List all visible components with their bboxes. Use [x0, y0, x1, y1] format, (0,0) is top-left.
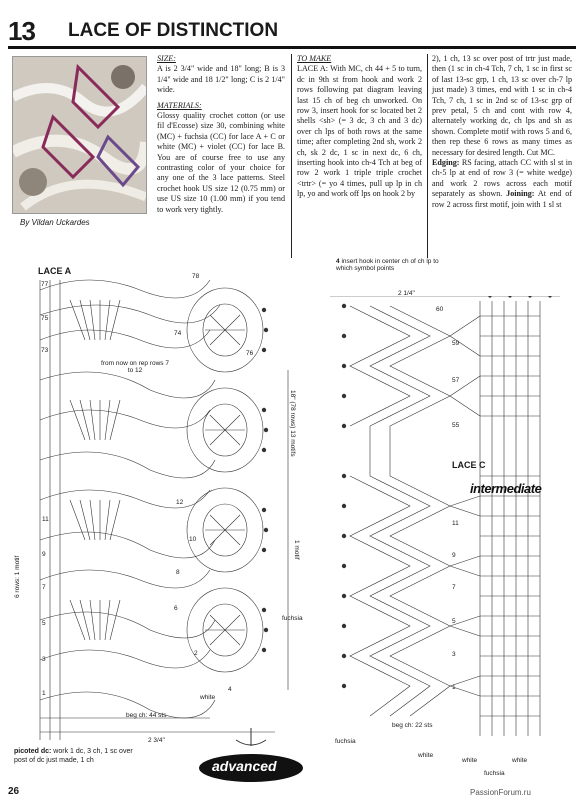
to-make-text: LACE A: With MC, ch 44 + 5 to turn, dc in 9th st from hook and work 2 rows following pat diagram leaving last 15 ch of beg ch unworked. On row 3, insert hook for sc located bet 2 shells <sh> (= 3 dc, 3 ch and 3 dc) over ch lps of both rows at the same time; after completing 2nd sh, work 2 ch, sk 2 dc, 1 sc in next dc, 6 ch, inserting hook into ch-4 Tch at beg of row 2 work 1 triple triple crochet <trtr> (= yo 4 times, pull up lp in ch lp, yo and work off lps on hook 2 by: [297, 64, 422, 199]
legend-text: work 1 dc, 3 ch, 1 sc over post of dc just made, 1 ch: [14, 748, 133, 764]
length-note: 18" (78 rows) 13 motifs: [289, 390, 296, 457]
row-number: 6: [174, 605, 178, 612]
four-symbol: 4: [336, 258, 340, 265]
row-number: 76: [246, 350, 254, 357]
lace-a-label: LACE A: [38, 266, 72, 276]
row-number: 3: [452, 651, 456, 658]
row-number: 11: [452, 520, 459, 527]
instructions-text: 2), 1 ch, 13 sc over post of trtr just made, then (1 sc in ch-4 Tch, 7 ch, 1 sc in first sc of last 13-sc grp, 1 ch, 13 sc over ch-7 lp just made) 3 times, end with 1 sc in ch-4 Tch, 7 ch, 1 sc in 2nd sc of 13-sc grp of prev petal, 5 ch and cont with row 4, alternately working dc, ch lps and sh as shown. Complete motif with rows 5 and 6, then rep these 6 rows as many times as necessary for desired length. Cut MC.: [432, 54, 572, 157]
advanced-badge-art: [196, 728, 306, 786]
lace-a-diagram: [10, 270, 300, 750]
repeat-note: from now on rep rows 7 to 12: [101, 360, 169, 374]
header-rule: [8, 46, 576, 49]
white-label: white: [200, 694, 216, 701]
row-number: 7: [42, 584, 46, 591]
row-number: 2: [194, 650, 198, 657]
lace-photo-art: [13, 57, 146, 213]
row-number: 12: [176, 499, 184, 506]
beg-ch-a: beg ch: 44 sts: [126, 712, 167, 719]
white-label-c: white: [418, 752, 434, 759]
beg-ch-c: beg ch: 22 sts: [392, 722, 433, 729]
row-number: 55: [452, 422, 460, 429]
edging-text: RS facing, attach CC with sl st in ch-5 lp at end of row 3 (= white wedge) and work 2 rows across each motif separately as shown.: [432, 158, 572, 199]
fuchsia-label-c2: fuchsia: [484, 770, 505, 777]
row-number: 3: [42, 656, 46, 663]
size-heading: SIZE:: [157, 54, 176, 63]
page-number: 26: [8, 786, 20, 797]
row-number: 5: [42, 620, 46, 627]
joining-text: At end of row 2 across first motif, join with 1 sl st: [432, 189, 572, 209]
row-number: 1: [42, 690, 46, 697]
column-size-materials: [157, 54, 285, 215]
legend-label: picoted dc:: [14, 748, 52, 755]
white-label-c2: white: [462, 757, 478, 764]
edging-label: Edging:: [432, 158, 460, 168]
column-to-make: [297, 54, 422, 200]
row-number: 77: [41, 281, 49, 288]
column-instructions: [432, 54, 572, 210]
materials-heading: MATERIALS:: [157, 100, 202, 110]
pattern-number: 13: [8, 16, 35, 46]
page-title: LACE OF DISTINCTION: [68, 20, 279, 41]
fuchsia-label-c: fuchsia: [335, 738, 356, 745]
column-divider: [291, 54, 292, 258]
lace-c-label: LACE C: [452, 460, 486, 470]
lace-photo: [12, 56, 147, 214]
site-watermark: PassionForum.ru: [470, 788, 531, 797]
row-number: 8: [176, 569, 180, 576]
row-number: 73: [41, 347, 49, 354]
advanced-badge: advanced: [212, 758, 277, 774]
insert-note: [336, 258, 446, 272]
column-divider: [427, 54, 428, 258]
row-number: 9: [42, 551, 46, 558]
fuchsia-label: fuchsia: [282, 615, 303, 622]
row-number: 74: [174, 330, 182, 337]
row-number: 78: [192, 273, 200, 280]
white-label-c3: white: [512, 757, 528, 764]
row-number: 60: [436, 306, 444, 313]
row-number: 11: [42, 516, 49, 523]
photo-credit: By Vildan Uckardes: [20, 218, 90, 227]
picoted-dc-legend: [14, 748, 134, 765]
insert-note-text: insert hook in center ch of ch lp to which symbol points: [336, 258, 439, 272]
to-make-heading: TO MAKE: [297, 54, 332, 63]
joining-label: Joining:: [506, 189, 535, 199]
one-motif-note: 1 motif: [293, 540, 300, 560]
row-number: 4: [228, 686, 232, 693]
row-number: 5: [452, 618, 456, 625]
row-number: 59: [452, 340, 460, 347]
row-number: 7: [452, 584, 456, 591]
row-number: 75: [41, 315, 49, 322]
size-text: A is 2 3/4" wide and 18" long; B is 3 1/4" wide and 18 1/2" long; C is 2 1/4" wide.: [157, 64, 285, 95]
row-number: 9: [452, 552, 456, 559]
row-number: 1: [452, 684, 456, 691]
materials-text: Glossy quality crochet cotton (or use fil d'Ecosse) size 30, combining white (MC) + fuchsia (CC) for lace A + C or white (MC) + violet (CC) for lace B. You are of course free to use any contrasting color of your choice for any one of the 3 lace patterns. Steel crochet hook US size 12 (0.75 mm) or use US size 10 (1.00 mm) if you tend to work very tightly.: [157, 111, 285, 214]
six-rows-note: 6 rows: 1 motif: [14, 555, 21, 598]
width-c-top: 2 1/4": [398, 290, 415, 297]
row-number: 57: [452, 377, 460, 384]
intermediate-badge: intermediate: [470, 481, 542, 496]
row-number: 10: [189, 536, 197, 543]
width-a: 2 3/4": [148, 737, 165, 744]
